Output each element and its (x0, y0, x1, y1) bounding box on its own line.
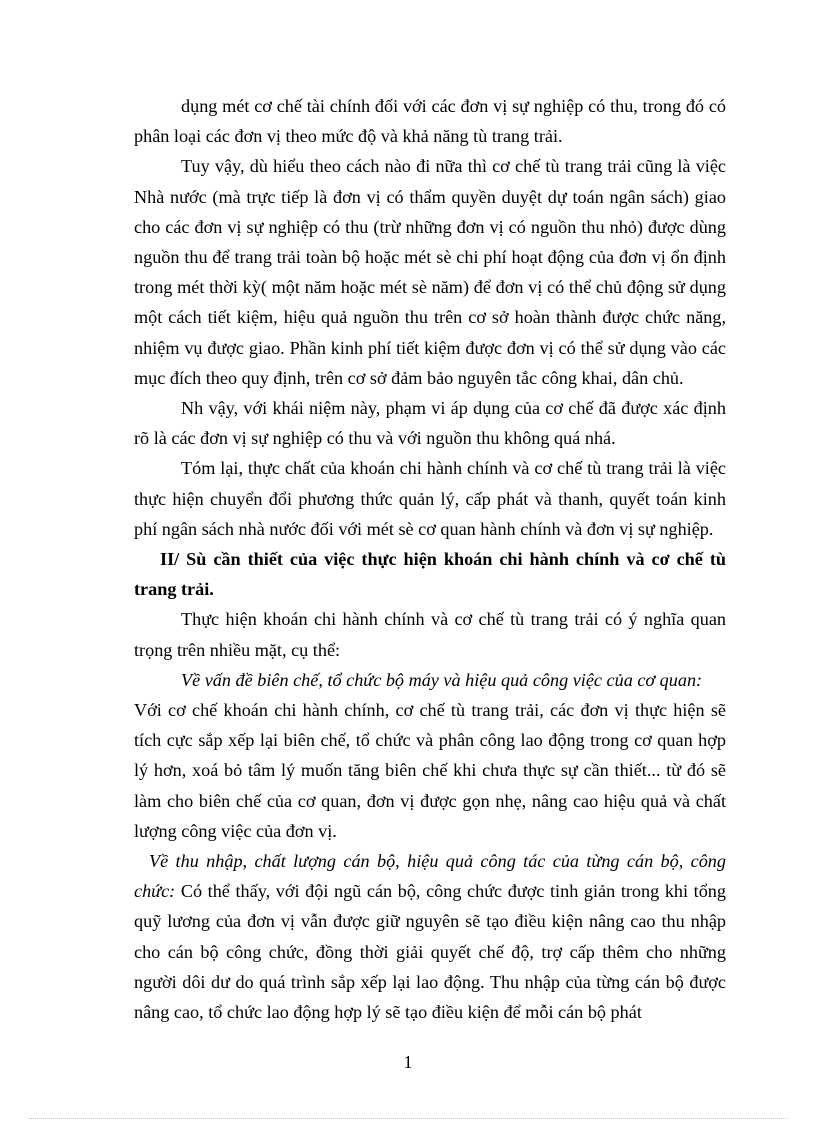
paragraph-section1-body: Với cơ chế khoán chi hành chính, cơ chế tù trang trải, các đơn vị thực hiện sẽ tích cực sắp xếp lại biên chế, tổ chức và phân công lao động trong cơ quan hợp lý hơn, xoá bỏ tâm lý muốn tăng biên chế khi chưa thực sự cần thiết... từ đó sẽ làm cho biên chế của cơ quan, đơn vị được gọn nhẹ, nâng cao hiệu quả và chất lượng công việc của đơn vị. (134, 700, 726, 841)
paragraph-section2 (134, 846, 726, 1027)
document-body (134, 91, 726, 1027)
page-number: 1 (403, 1052, 413, 1072)
section1-title: Về vấn đề biên chế, tổ chức bộ máy và hiệu quả công việc của cơ quan: (181, 669, 703, 690)
paragraph-tom-lai: Tóm lại, thực chất của khoán chi hành chính và cơ chế tù trang trải là việc thực hiện chuyển đổi phương thức quản lý, cấp phát và thanh, quyết toán kinh phí ngân sách nhà nước đối với mét sè cơ quan hành chính và đơn vị sự nghiệp. (134, 458, 726, 539)
paragraph-tuy-vay: Tuy vậy, dù hiểu theo cách nào đi nữa thì cơ chế tù trang trải cũng là việc Nhà nước (mà trực tiếp là đơn vị có thẩm quyền duyệt dự toán ngân sách) giao cho các đơn vị sự nghiệp có thu (trừ những đơn vị có nguồn thu nhỏ) được dùng nguồn thu để trang trải toàn bộ hoặc mét sè chi phí hoạt động của đơn vị ổn định trong mét thời kỳ( một năm hoặc mét sè năm) để đơn vị có thể chủ động sử dụng một cách tiết kiệm, hiệu quả nguồn thu trên cơ sở hoàn thành được chức năng, nhiệm vụ được giao. Phần kinh phí tiết kiệm được đơn vị có thể sử dụng vào các mục đích theo quy định, trên cơ sở đảm bảo nguyên tắc công khai, dân chủ. (134, 156, 726, 388)
section-heading: II/ Sù cần thiết của việc thực hiện khoán chi hành chính và cơ chế tù trang trải. (134, 549, 726, 600)
paragraph-nh-vay: Nh vậy, với khái niệm này, phạm vi áp dụng của cơ chế đã được xác định rõ là các đơn vị sự nghiệp có thu và với nguồn thu không quá nhá. (134, 398, 726, 449)
section2-title: Về thu nhập, chất lượng cán bộ, hiệu quả công tác của từng cán bộ, công chức: (134, 851, 726, 902)
page-bottom-divider (28, 1118, 788, 1119)
paragraph-intro: dụng mét cơ chế tài chính đối với các đơn vị sự nghiệp có thu, trong đó có phân loại các đơn vị theo mức độ và khả năng tù trang trải. (134, 96, 726, 147)
section2-body: Có thể thấy, với đội ngũ cán bộ, công chức được tinh giản trong khi tổng quỹ lương của đơn vị vẫn được giữ nguyên sẽ tạo điều kiện nâng cao thu nhập cho cán bộ công chức, đồng thời giải quyết chế độ, trợ cấp thêm cho những người dôi dư do quá trình sắp xếp lại lao động. Thu nhập của từng cán bộ được nâng cao, tổ chức lao động hợp lý sẽ tạo điều kiện để mỗi cán bộ phát (134, 881, 726, 1023)
paragraph-section1-title (134, 665, 726, 695)
paragraph-thuc-hien: Thực hiện khoán chi hành chính và cơ chế tù trang trải có ý nghĩa quan trọng trên nhiều mặt, cụ thể: (134, 609, 726, 660)
